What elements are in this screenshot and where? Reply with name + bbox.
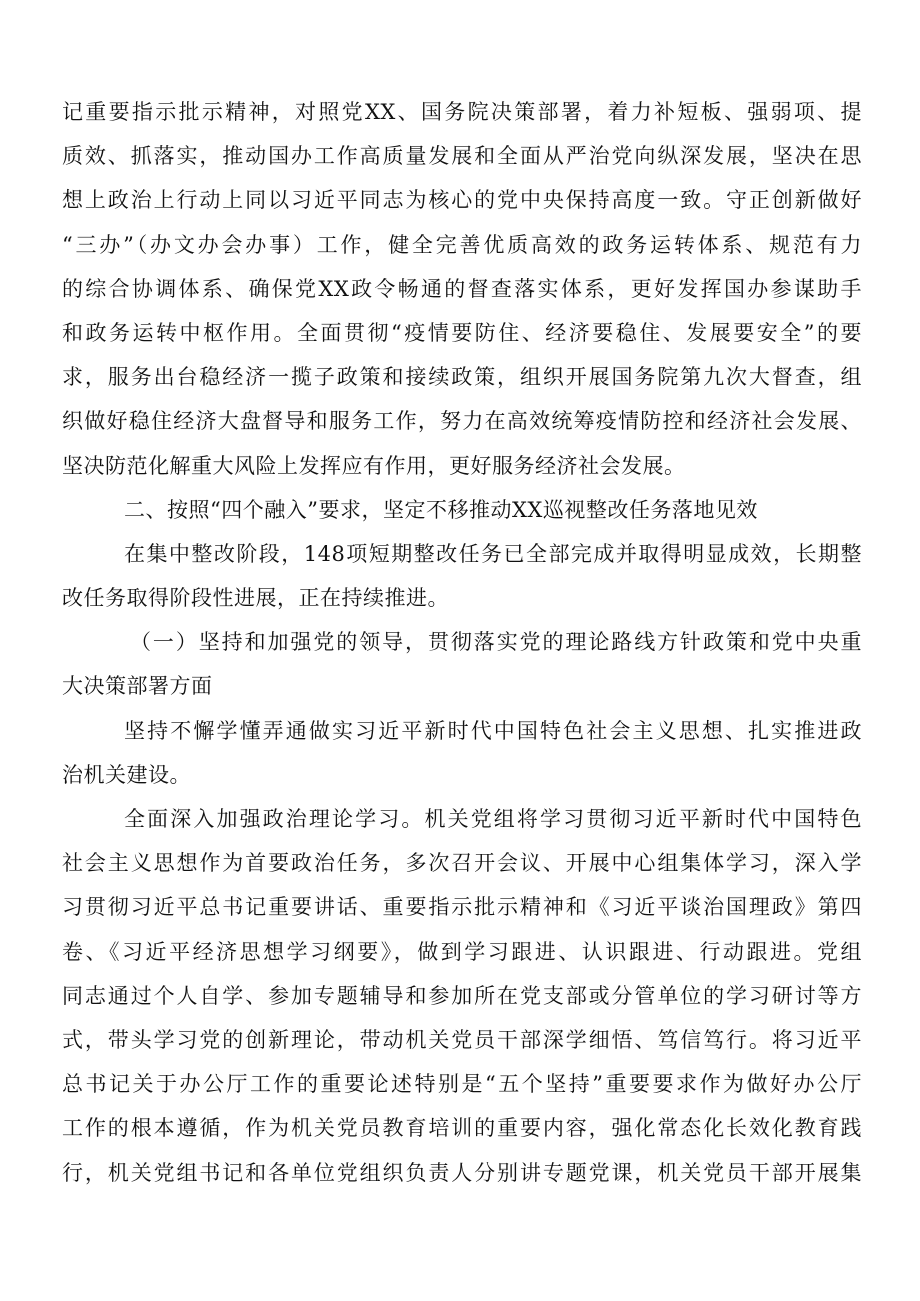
text-line: “三办”（办文办会办事）工作，健全完善优质高效的政务运转体系、规范有力 — [62, 232, 862, 257]
text-line: 式，带头学习党的创新理论，带动机关党员干部深学细悟、笃信笃行。将习近平 — [62, 1027, 862, 1052]
document-page — [62, 90, 862, 1195]
text-line: 工作的根本遵循，作为机关党员教育培训的重要内容，强化常态化长效化教育践 — [62, 1116, 862, 1141]
text-line: 坚持不懈学懂弄通做实习近平新时代中国特色社会主义思想、扎实推进政 — [124, 718, 862, 743]
text-line: 治机关建设。 — [62, 762, 191, 787]
text-line: 卷、《习近平经济思想学习纲要》，做到学习跟进、认识跟进、行动跟进。党组 — [62, 939, 862, 964]
text-line: 总书记关于办公厅工作的重要论述特别是“五个坚持”重要要求作为做好办公厅 — [62, 1072, 862, 1097]
text-line: 记重要指示批示精神，对照党XX、国务院决策部署，着力补短板、强弱项、提 — [62, 100, 862, 124]
section-heading: 二、按照“四个融入”要求，坚定不移推动XX巡视整改任务落地见效 — [124, 497, 758, 522]
text-line: 质效、抓落实，推动国办工作高质量发展和全面从严治党向纵深发展，坚决在思 — [62, 144, 862, 169]
text-line: 的综合协调体系、确保党XX政令畅通的督查落实体系，更好发挥国办参谋助手 — [62, 276, 862, 301]
text-line: 同志通过个人自学、参加专题辅导和参加所在党支部或分管单位的学习研讨等方 — [62, 983, 862, 1008]
subsection-heading: （一）坚持和加强党的领导，贯彻落实党的理论路线方针政策和党中央重 — [130, 630, 862, 655]
text-line: 行，机关党组书记和各单位党组织负责人分别讲专题党课，机关党员干部开展集 — [62, 1160, 862, 1185]
text-line: 织做好稳住经济大盘督导和服务工作，努力在高效统筹疫情防控和经济社会发展、 — [62, 409, 862, 434]
text-line: 求，服务出台稳经济一揽子政策和接续政策，组织开展国务院第九次大督查，组 — [62, 365, 862, 390]
text-line: 在集中整改阶段，148项短期整改任务已全部完成并取得明显成效，长期整 — [124, 541, 862, 566]
text-line: 习贯彻习近平总书记重要讲话、重要指示批示精神和《习近平谈治国理政》第四 — [62, 895, 862, 920]
text-line: 改任务取得阶段性进展，正在持续推进。 — [62, 586, 449, 611]
text-line: 社会主义思想作为首要政治任务，多次召开会议、开展中心组集体学习，深入学 — [62, 851, 862, 876]
text-line: 全面深入加强政治理论学习。机关党组将学习贯彻习近平新时代中国特色 — [124, 807, 862, 831]
text-line: 坚决防范化解重大风险上发挥应有作用，更好服务经济社会发展。 — [62, 453, 686, 478]
text-line: 和政务运转中枢作用。全面贯彻“疫情要防住、经济要稳住、发展要安全”的要 — [62, 320, 862, 345]
subsection-heading: 大决策部署方面 — [62, 674, 213, 699]
text-line: 想上政治上行动上同以习近平同志为核心的党中央保持高度一致。守正创新做好 — [62, 188, 862, 213]
